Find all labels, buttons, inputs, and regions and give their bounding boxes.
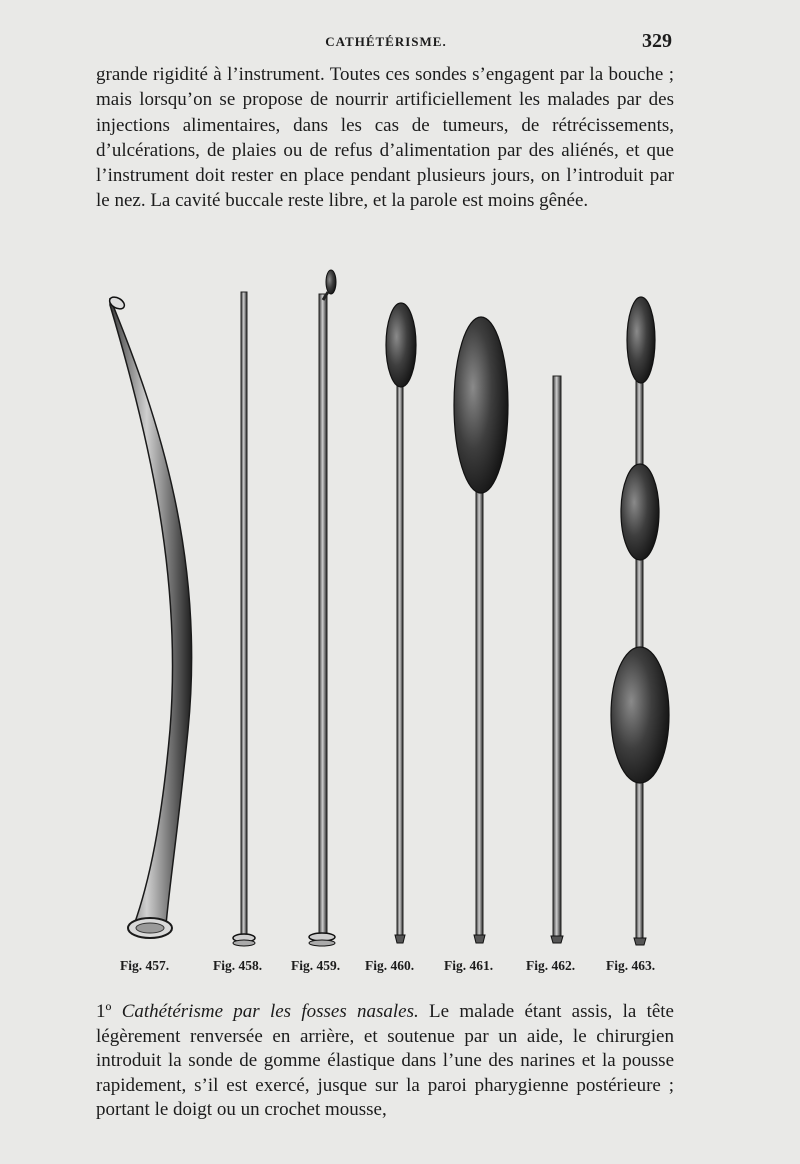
section-text: Le malade étant assis, la tête légèrement renversée en arrière, et soutenue par un aide, le chirurgien introduit la sonde de gomme élastique dans l’une des narines et la pousse rapidement, s’il est exercé, jusque sur la paroi pharygienne postérieure ; portant le doigt ou un crochet mousse, bbox=[96, 1001, 674, 1121]
caption-fig-457: Fig. 457. bbox=[120, 958, 170, 973]
figure-captions bbox=[0, 958, 800, 980]
page-number: 329 bbox=[642, 30, 672, 52]
caption-fig-458: Fig. 458. bbox=[213, 958, 263, 973]
fig-458-straight-rod bbox=[233, 292, 255, 946]
fig-461-large-olive-sound bbox=[454, 317, 508, 943]
caption-fig-460: Fig. 460. bbox=[365, 958, 415, 973]
fig-462-plain-rod bbox=[551, 376, 563, 943]
section-number: 1º bbox=[96, 1001, 112, 1022]
fig-463-triple-olive-sound bbox=[611, 297, 669, 945]
caption-fig-461: Fig. 461. bbox=[444, 958, 494, 973]
body-paragraph-top: grande rigidité à l’instrument. Toutes ces sondes s’engagent par la bouche ; mais lorsqu’on se propose de nourrir artificiellement les malades par des injections alimentaires, dans les cas de tumeurs, de rétrécissements, d’ulcérations, de plaies ou de refus d’alimentation par des aliénés, et que l’instrument doit rester en place pendant plusieurs jours, on l’introduit par le nez. La cavité buccale reste libre, et la parole est moins gênée. bbox=[96, 64, 674, 212]
running-title: CATHÉTÉRISME. bbox=[325, 34, 447, 49]
fig-457-curved-sound bbox=[108, 295, 192, 938]
fig-459-olive-tip-rod bbox=[309, 270, 336, 946]
fig-460-small-olive-sound bbox=[386, 303, 416, 943]
figures-illustration bbox=[0, 250, 800, 990]
body-paragraph-bottom bbox=[96, 1000, 674, 1123]
section-title: Cathétérisme par les fosses nasales. bbox=[121, 1001, 419, 1022]
page-header bbox=[96, 30, 676, 56]
caption-fig-459: Fig. 459. bbox=[291, 958, 341, 973]
caption-fig-462: Fig. 462. bbox=[526, 958, 576, 973]
caption-fig-463: Fig. 463. bbox=[606, 958, 656, 973]
